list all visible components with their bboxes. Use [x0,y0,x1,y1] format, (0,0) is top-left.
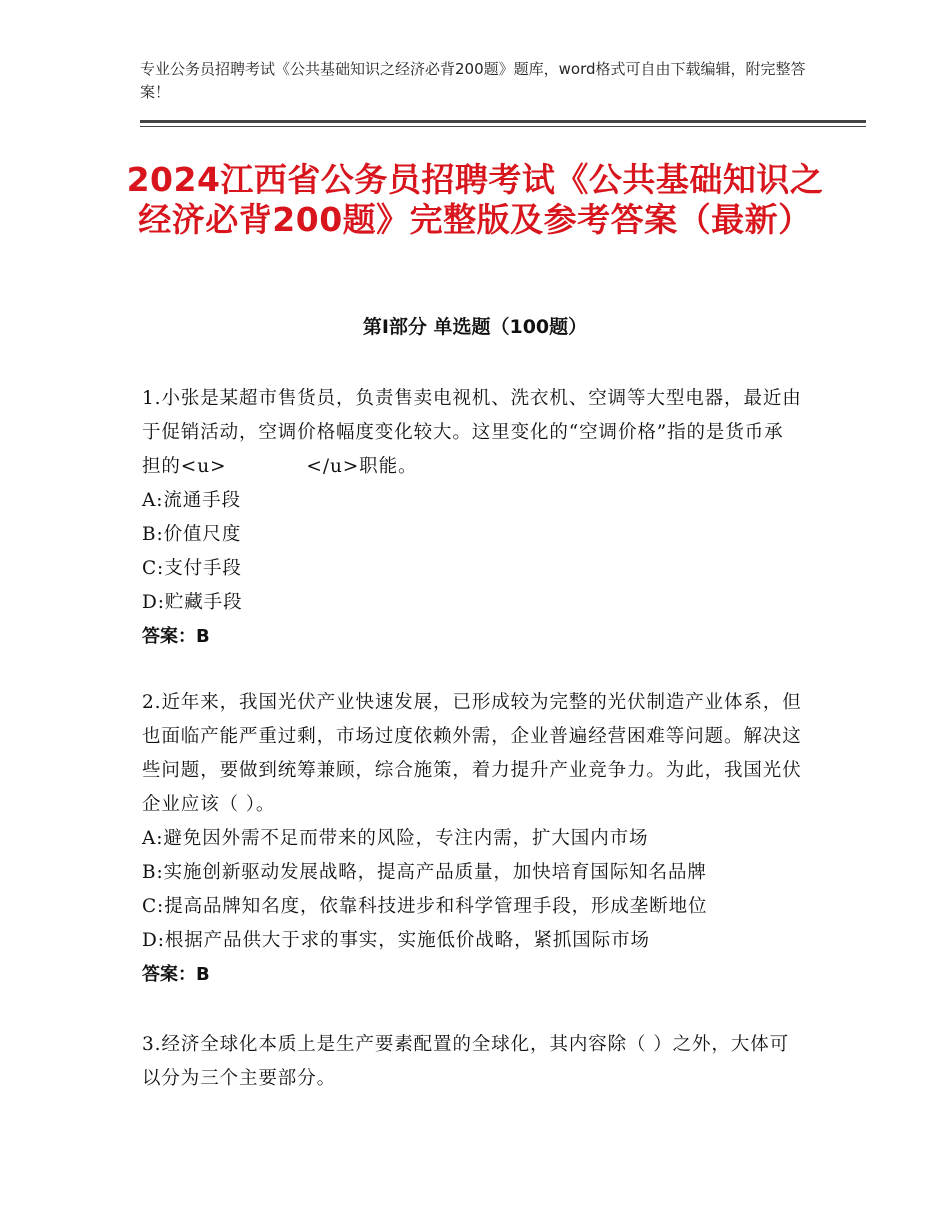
question-2-option-b: B:实施创新驱动发展战略，提高产品质量，加快培育国际知名品牌 [142,862,707,883]
question-1-answer: 答案：B [142,626,210,647]
question-1-stem [142,382,802,484]
section-title: 第Ⅰ部分 单选题（100题） [362,316,588,338]
question-3 [142,1028,802,1096]
question-1 [142,382,802,654]
question-2-option-d: D:根据产品供大于求的事实，实施低价战略，紧抓国际市场 [142,930,650,951]
header-rule-thick [140,120,866,123]
question-3-stem: 3.经济全球化本质上是生产要素配置的全球化，其内容除（ ）之外，大体可以分为三个主要部分。 [142,1034,790,1089]
question-2 [142,686,802,992]
question-1-option-c: C:支付手段 [142,558,242,579]
question-1-option-b: B:价值尺度 [142,524,242,545]
question-2-option-a: A:避免因外需不足而带来的风险，专注内需，扩大国内市场 [142,828,649,849]
question-2-stem: 2.近年来，我国光伏产业快速发展，已形成较为完整的光伏制造产业体系，但也面临产能严重过剩，市场过度依赖外需，企业普遍经营困难等问题。解决这些问题，要做到统筹兼顾，综合施策，着力提升产业竞争力。为此，我国光伏企业应该（ ）。 [142,692,802,815]
question-1-stem-part-a: 1.小张是某超市售货员，负责售卖电视机、洗衣机、空调等大型电器，最近由于促销活动，空调价格幅度变化较大。这里变化的“空调价格”指的是货币承担的<u> [142,388,802,477]
question-1-option-a: A:流通手段 [142,490,241,511]
question-1-option-d: D:贮藏手段 [142,592,243,613]
document-title: 2024江西省公务员招聘考试《公共基础知识之经济必背200题》完整版及参考答案（最新） [126,160,824,239]
question-2-option-c: C:提高品牌知名度，依靠科技进步和科学管理手段，形成垄断地位 [142,896,708,917]
question-2-answer: 答案：B [142,964,210,985]
header-rule-thin [140,126,866,127]
question-1-stem-part-b: </u>职能。 [306,456,418,477]
header-note: 专业公务员招聘考试《公共基础知识之经济必背200题》题库，word格式可自由下载编辑，附完整答案！ [140,60,806,101]
